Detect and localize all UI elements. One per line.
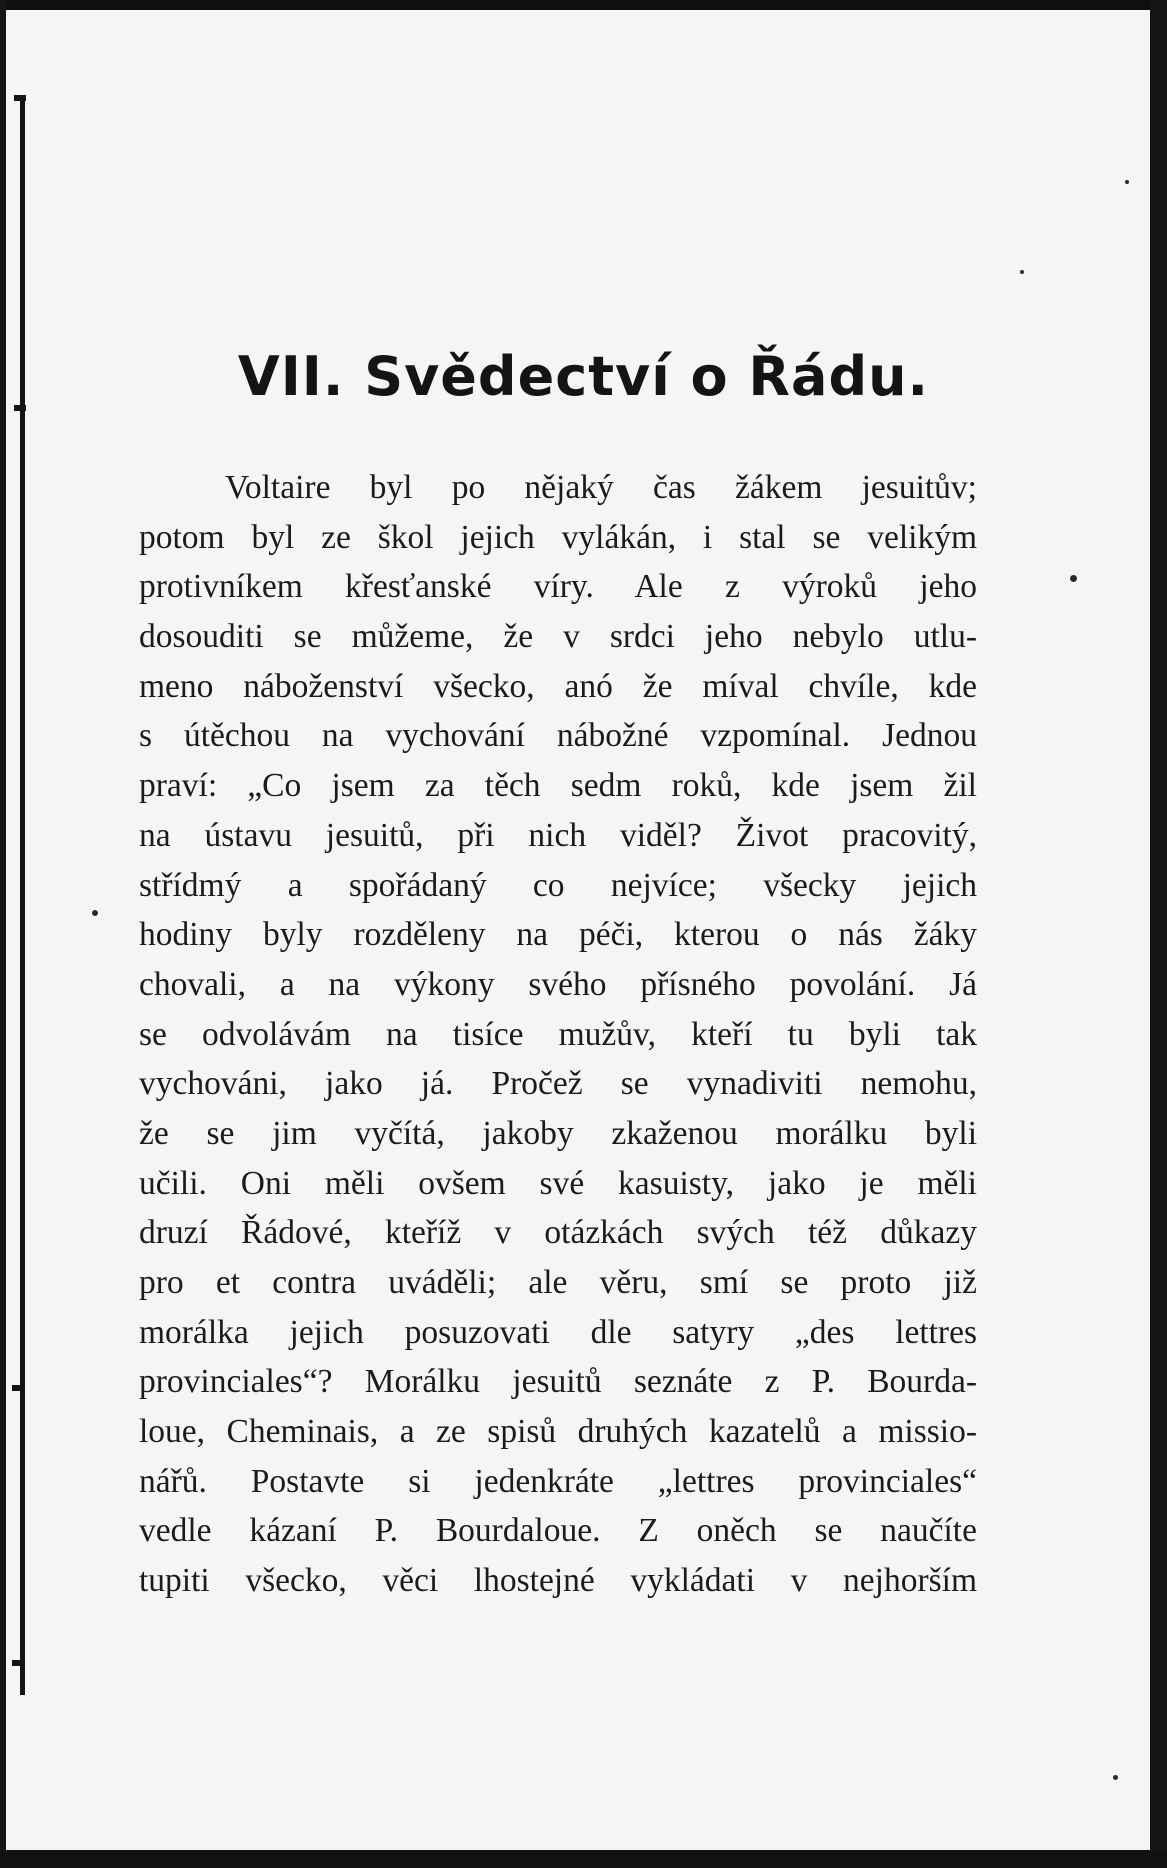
text-line: tupiti všecko, věci lhostejné vykládati v nejhorším [139,1562,977,1600]
text-line: nářů. Postavte si jedenkráte „lettres provinciales“ [139,1462,977,1500]
text-line: chovali, a na výkony svého přísného povolání. Já [139,965,977,1003]
text-line: se odvolávám na tisíce mužův, kteří tu byli tak [139,1015,977,1053]
text-line: Voltaire byl po nějaký čas žákem jesuitův; [225,469,977,506]
binding-edge-line [20,95,25,1695]
scan-speck [1020,270,1024,274]
text-line: meno náboženství všecko, anó že míval chvíle, kde [139,667,977,705]
text-line: vychováni, jako já. Pročež se vynadiviti nemohu, [139,1065,977,1103]
body-text [139,463,977,1606]
scan-speck [1113,1775,1118,1780]
text-line: protivníkem křesťanské víry. Ale z výroků jeho [139,568,977,606]
scan-border-bottom [0,1850,1167,1868]
scan-border-right [1150,0,1167,1868]
binding-mark [12,1660,24,1666]
scan-speck [1070,575,1077,582]
binding-mark [14,95,26,101]
text-line: morálka jejich posuzovati dle satyry „des lettres [139,1313,977,1351]
text-line: na ústavu jesuitů, při nich viděl? Život pracovitý, [139,816,977,854]
text-line: potom byl ze škol jejich vylákán, i stal se velikým [139,518,977,556]
text-line: vedle kázaní P. Bourdaloue. Z oněch se naučíte [139,1512,977,1550]
text-line: že se jim vyčítá, jakoby zkaženou morálku byli [139,1114,977,1152]
scan-speck [1125,180,1129,184]
scan-border-top [0,0,1167,10]
text-line: druzí Řádové, kteříž v otázkách svých též důkazy [139,1214,977,1252]
text-line: praví: „Co jsem za těch sedm roků, kde jsem žil [139,767,977,805]
scan-speck [92,910,98,916]
chapter-title: VII. Svědectví o Řádu. [237,345,930,408]
text-line: pro et contra uváděli; ale věru, smí se proto již [139,1264,977,1301]
binding-mark [12,1385,24,1391]
text-line: hodiny byly rozděleny na péči, kterou o nás žáky [139,916,977,954]
text-line: dosouditi se můžeme, že v srdci jeho nebylo utlu- [139,618,977,656]
text-line: s útěchou na vychování nábožné vzpomínal. Jednou [139,717,977,755]
text-line: střídmý a spořádaný co nejvíce; všecky jejich [139,866,977,904]
text-line: provinciales“? Morálku jesuitů seznáte z P. Bourda- [139,1363,977,1401]
text-line: učili. Oni měli ovšem své kasuisty, jako je měli [139,1164,977,1202]
scan-border-left [0,0,6,1868]
text-line: loue, Cheminais, a ze spisů druhých kazatelů a missio- [139,1413,977,1451]
